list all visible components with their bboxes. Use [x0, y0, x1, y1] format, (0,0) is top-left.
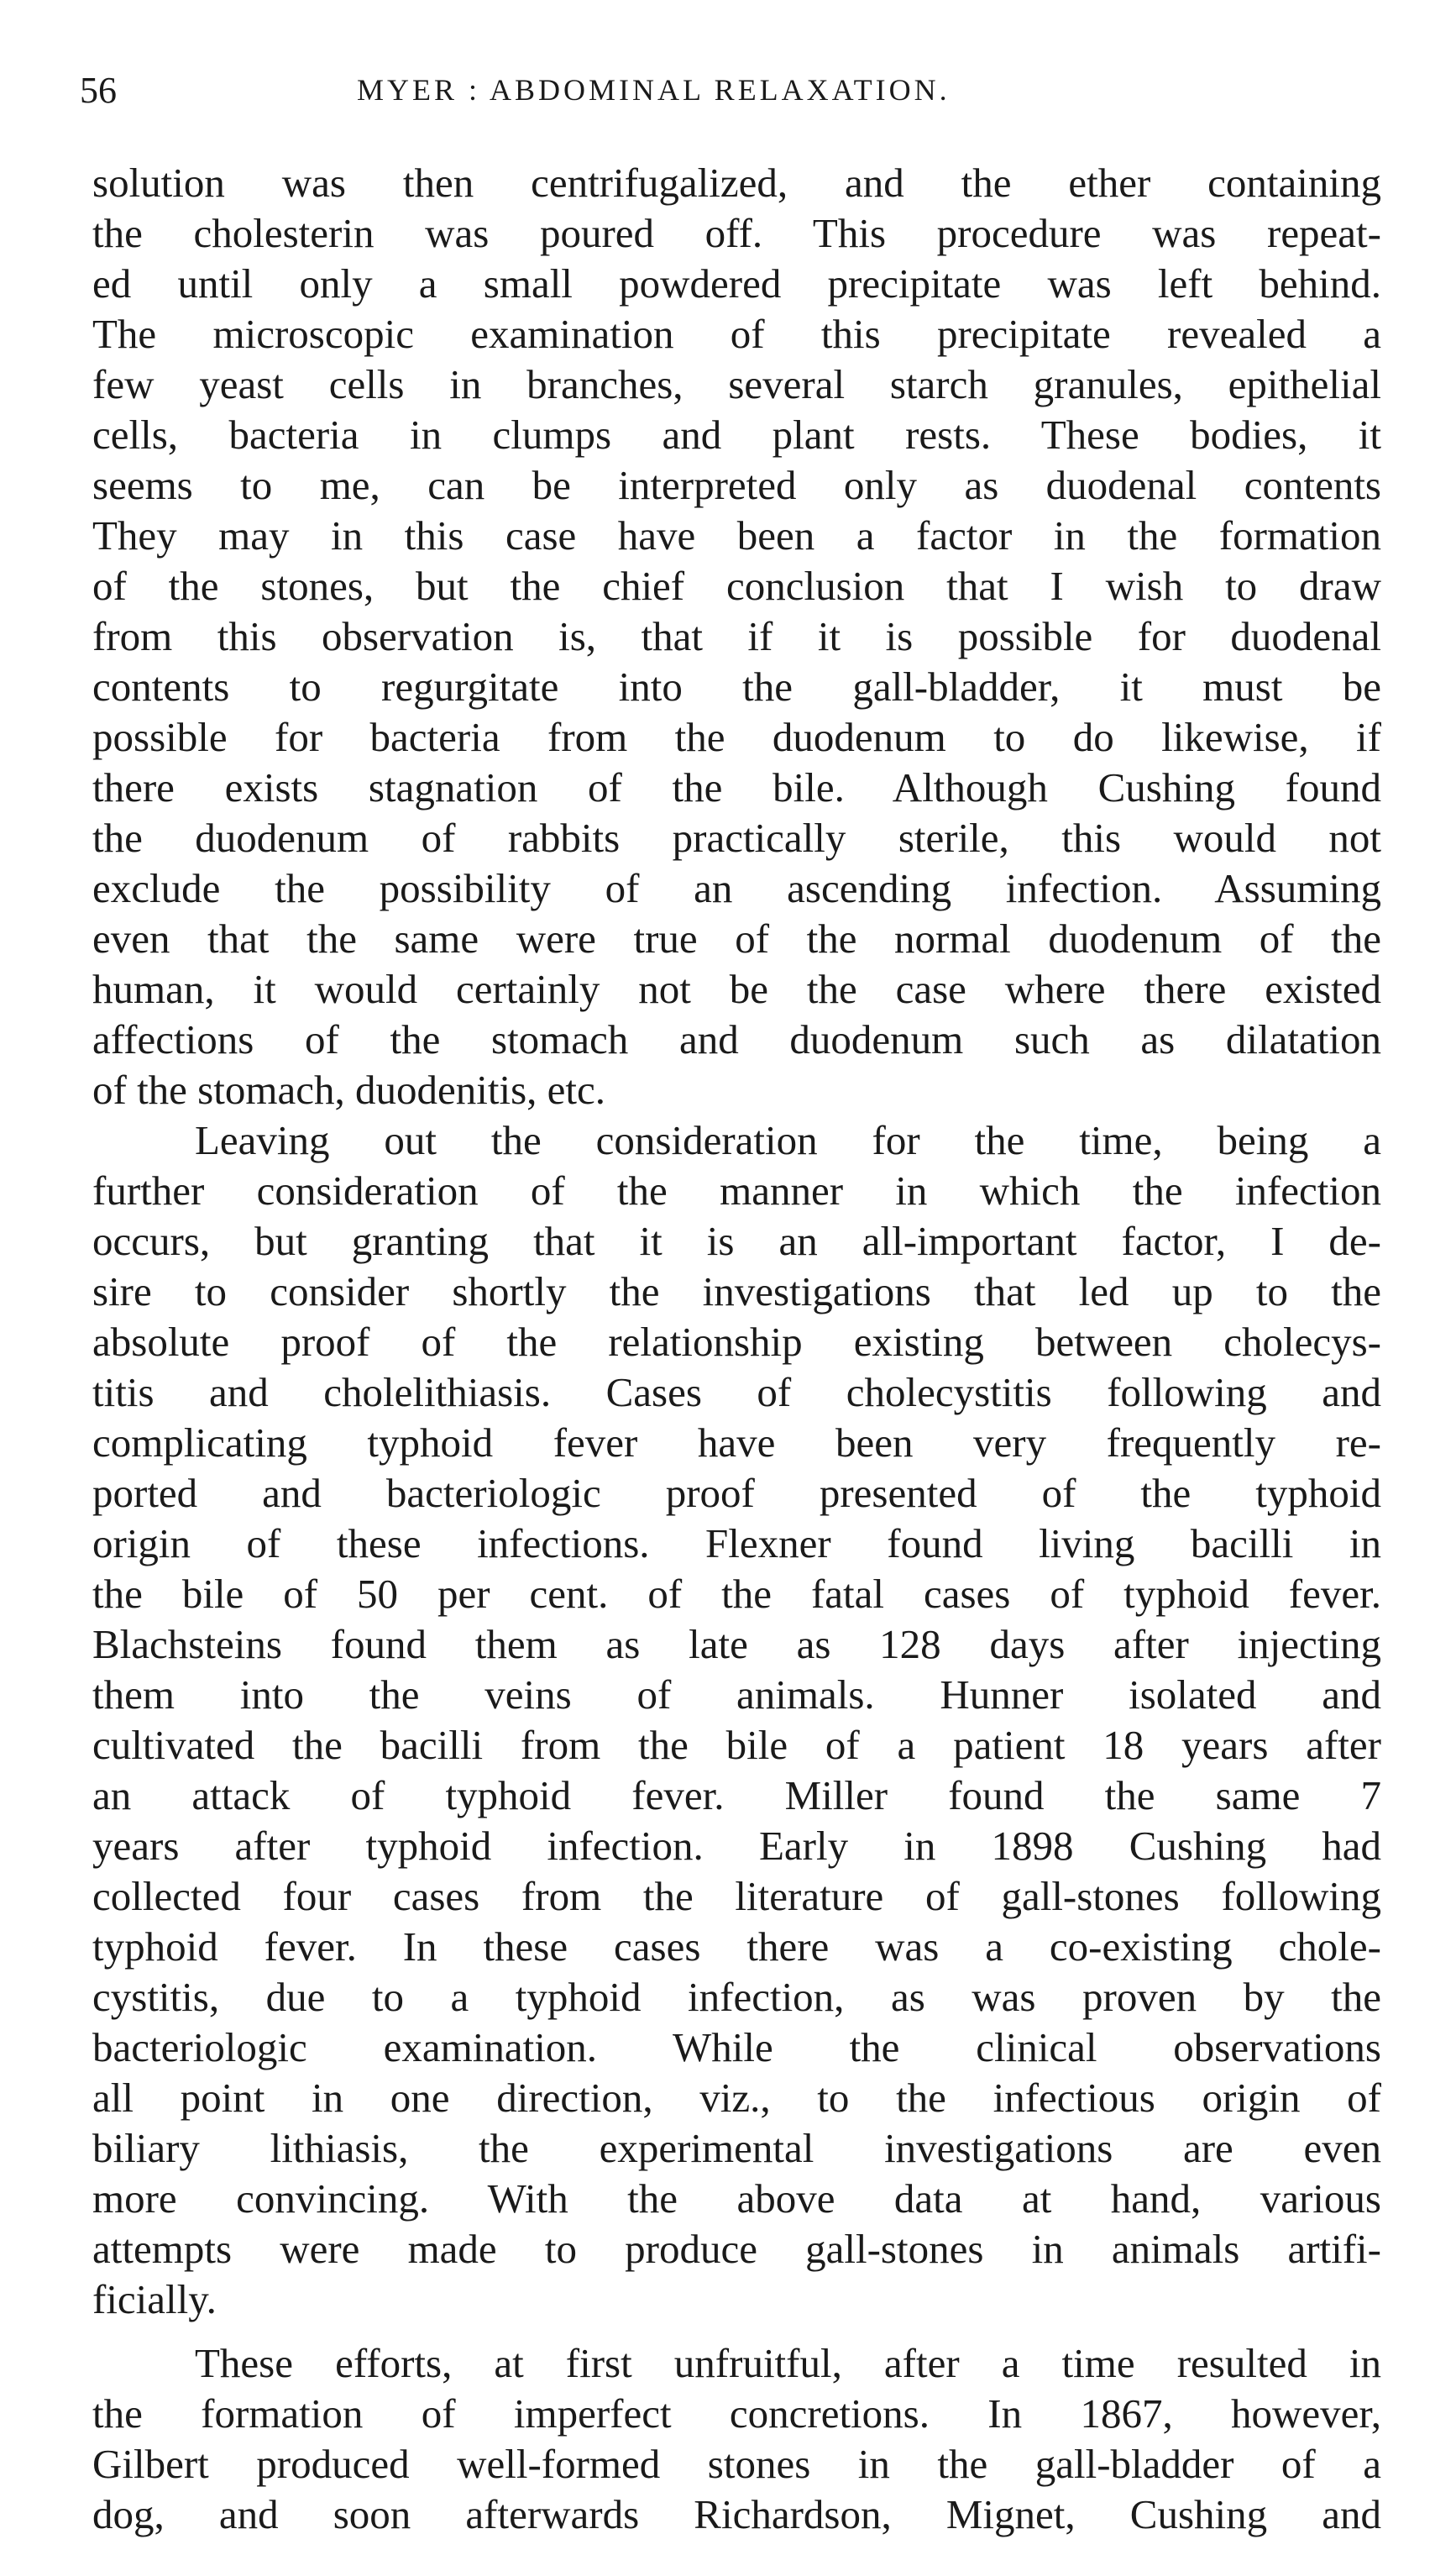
text-line: collected four cases from the literature of gall-stones following [92, 1873, 1381, 1919]
running-title: MYER : ABDOMINAL RELAXATION. [357, 73, 951, 107]
text-line: complicating typhoid fever have been very frequently re- [92, 1419, 1381, 1466]
text-line: an attack of typhoid fever. Miller found the same 7 [92, 1772, 1381, 1818]
text-line: biliary lithiasis, the experimental investigations are even [92, 2125, 1381, 2171]
text-line: affections of the stomach and duodenum such as dilatation [92, 1016, 1381, 1062]
text-line: of the stones, but the chief conclusion that I wish to draw [92, 563, 1381, 609]
text-line: contents to regurgitate into the gall-bladder, it must be [92, 664, 1381, 710]
body-text [92, 158, 1381, 2540]
text-line: the bile of 50 per cent. of the fatal cases of typhoid fever. [92, 1571, 1381, 1617]
text-line: them into the veins of animals. Hunner isolated and [92, 1671, 1381, 1718]
page-number: 56 [80, 70, 117, 111]
text-line: of the stomach, duodenitis, etc. [92, 1067, 605, 1113]
text-line: The microscopic examination of this precipitate revealed a [92, 311, 1381, 357]
text-line: seems to me, can be interpreted only as duodenal contents [92, 462, 1381, 508]
text-line: cystitis, due to a typhoid infection, as was proven by the [92, 1974, 1381, 2020]
text-line: absolute proof of the relationship existing between cholecys- [92, 1319, 1381, 1365]
text-line: the formation of imperfect concretions. In 1867, however, [92, 2390, 1381, 2437]
text-line: even that the same were true of the normal duodenum of the [92, 916, 1381, 962]
text-line: These efforts, at first unfruitful, after a time resulted in [195, 2340, 1381, 2386]
paragraph [92, 2338, 1381, 2540]
text-line: bacteriologic examination. While the clinical observations [92, 2024, 1381, 2070]
text-line: all point in one direction, viz., to the infectious origin of [92, 2075, 1381, 2121]
text-line: years after typhoid infection. Early in 1898 Cushing had [92, 1823, 1381, 1869]
text-line: from this observation is, that if it is possible for duodenal [92, 613, 1381, 659]
text-line: Blachsteins found them as late as 128 days after injecting [92, 1621, 1381, 1667]
text-line: solution was then centrifugalized, and the ether containing [92, 160, 1381, 206]
text-line: They may in this case have been a factor in the formation [92, 512, 1381, 559]
text-line: cultivated the bacilli from the bile of a patient 18 years after [92, 1722, 1381, 1768]
text-line: few yeast cells in branches, several starch granules, epithelial [92, 361, 1381, 407]
text-line: titis and cholelithiasis. Cases of cholecystitis following and [92, 1369, 1381, 1415]
text-line: exclude the possibility of an ascending infection. Assuming [92, 865, 1381, 911]
text-line: the cholesterin was poured off. This procedure was repeat- [92, 210, 1381, 256]
paragraph-spacer [92, 2325, 1381, 2338]
text-line: typhoid fever. In these cases there was a co-existing chole- [92, 1923, 1381, 1970]
text-line: sire to consider shortly the investigations that led up to the [92, 1268, 1381, 1314]
text-line: Leaving out the consideration for the time, being a [195, 1117, 1381, 1163]
running-head [80, 69, 1390, 119]
text-line: ed until only a small powdered precipitate was left behind. [92, 260, 1381, 307]
text-line: cells, bacteria in clumps and plant rests. These bodies, it [92, 412, 1381, 458]
text-line: further consideration of the manner in which the infection [92, 1167, 1381, 1214]
text-line: possible for bacteria from the duodenum to do likewise, if [92, 714, 1381, 760]
text-line: more convincing. With the above data at hand, various [92, 2175, 1381, 2222]
text-line: origin of these infections. Flexner found living bacilli in [92, 1520, 1381, 1566]
text-line: the duodenum of rabbits practically sterile, this would not [92, 815, 1381, 861]
paragraph [92, 1115, 1381, 2325]
text-line: Gilbert produced well-formed stones in the gall-bladder of a [92, 2441, 1381, 2487]
text-line: human, it would certainly not be the case where there existed [92, 966, 1381, 1012]
text-line: ported and bacteriologic proof presented of the typhoid [92, 1470, 1381, 1516]
text-line: occurs, but granting that it is an all-important factor, I de- [92, 1218, 1381, 1264]
text-line: there exists stagnation of the bile. Although Cushing found [92, 764, 1381, 811]
text-line: attempts were made to produce gall-stones in animals artifi- [92, 2226, 1381, 2272]
text-line: dog, and soon afterwards Richardson, Mignet, Cushing and [92, 2491, 1381, 2537]
paragraph [92, 158, 1381, 1115]
text-line: ficially. [92, 2276, 217, 2322]
